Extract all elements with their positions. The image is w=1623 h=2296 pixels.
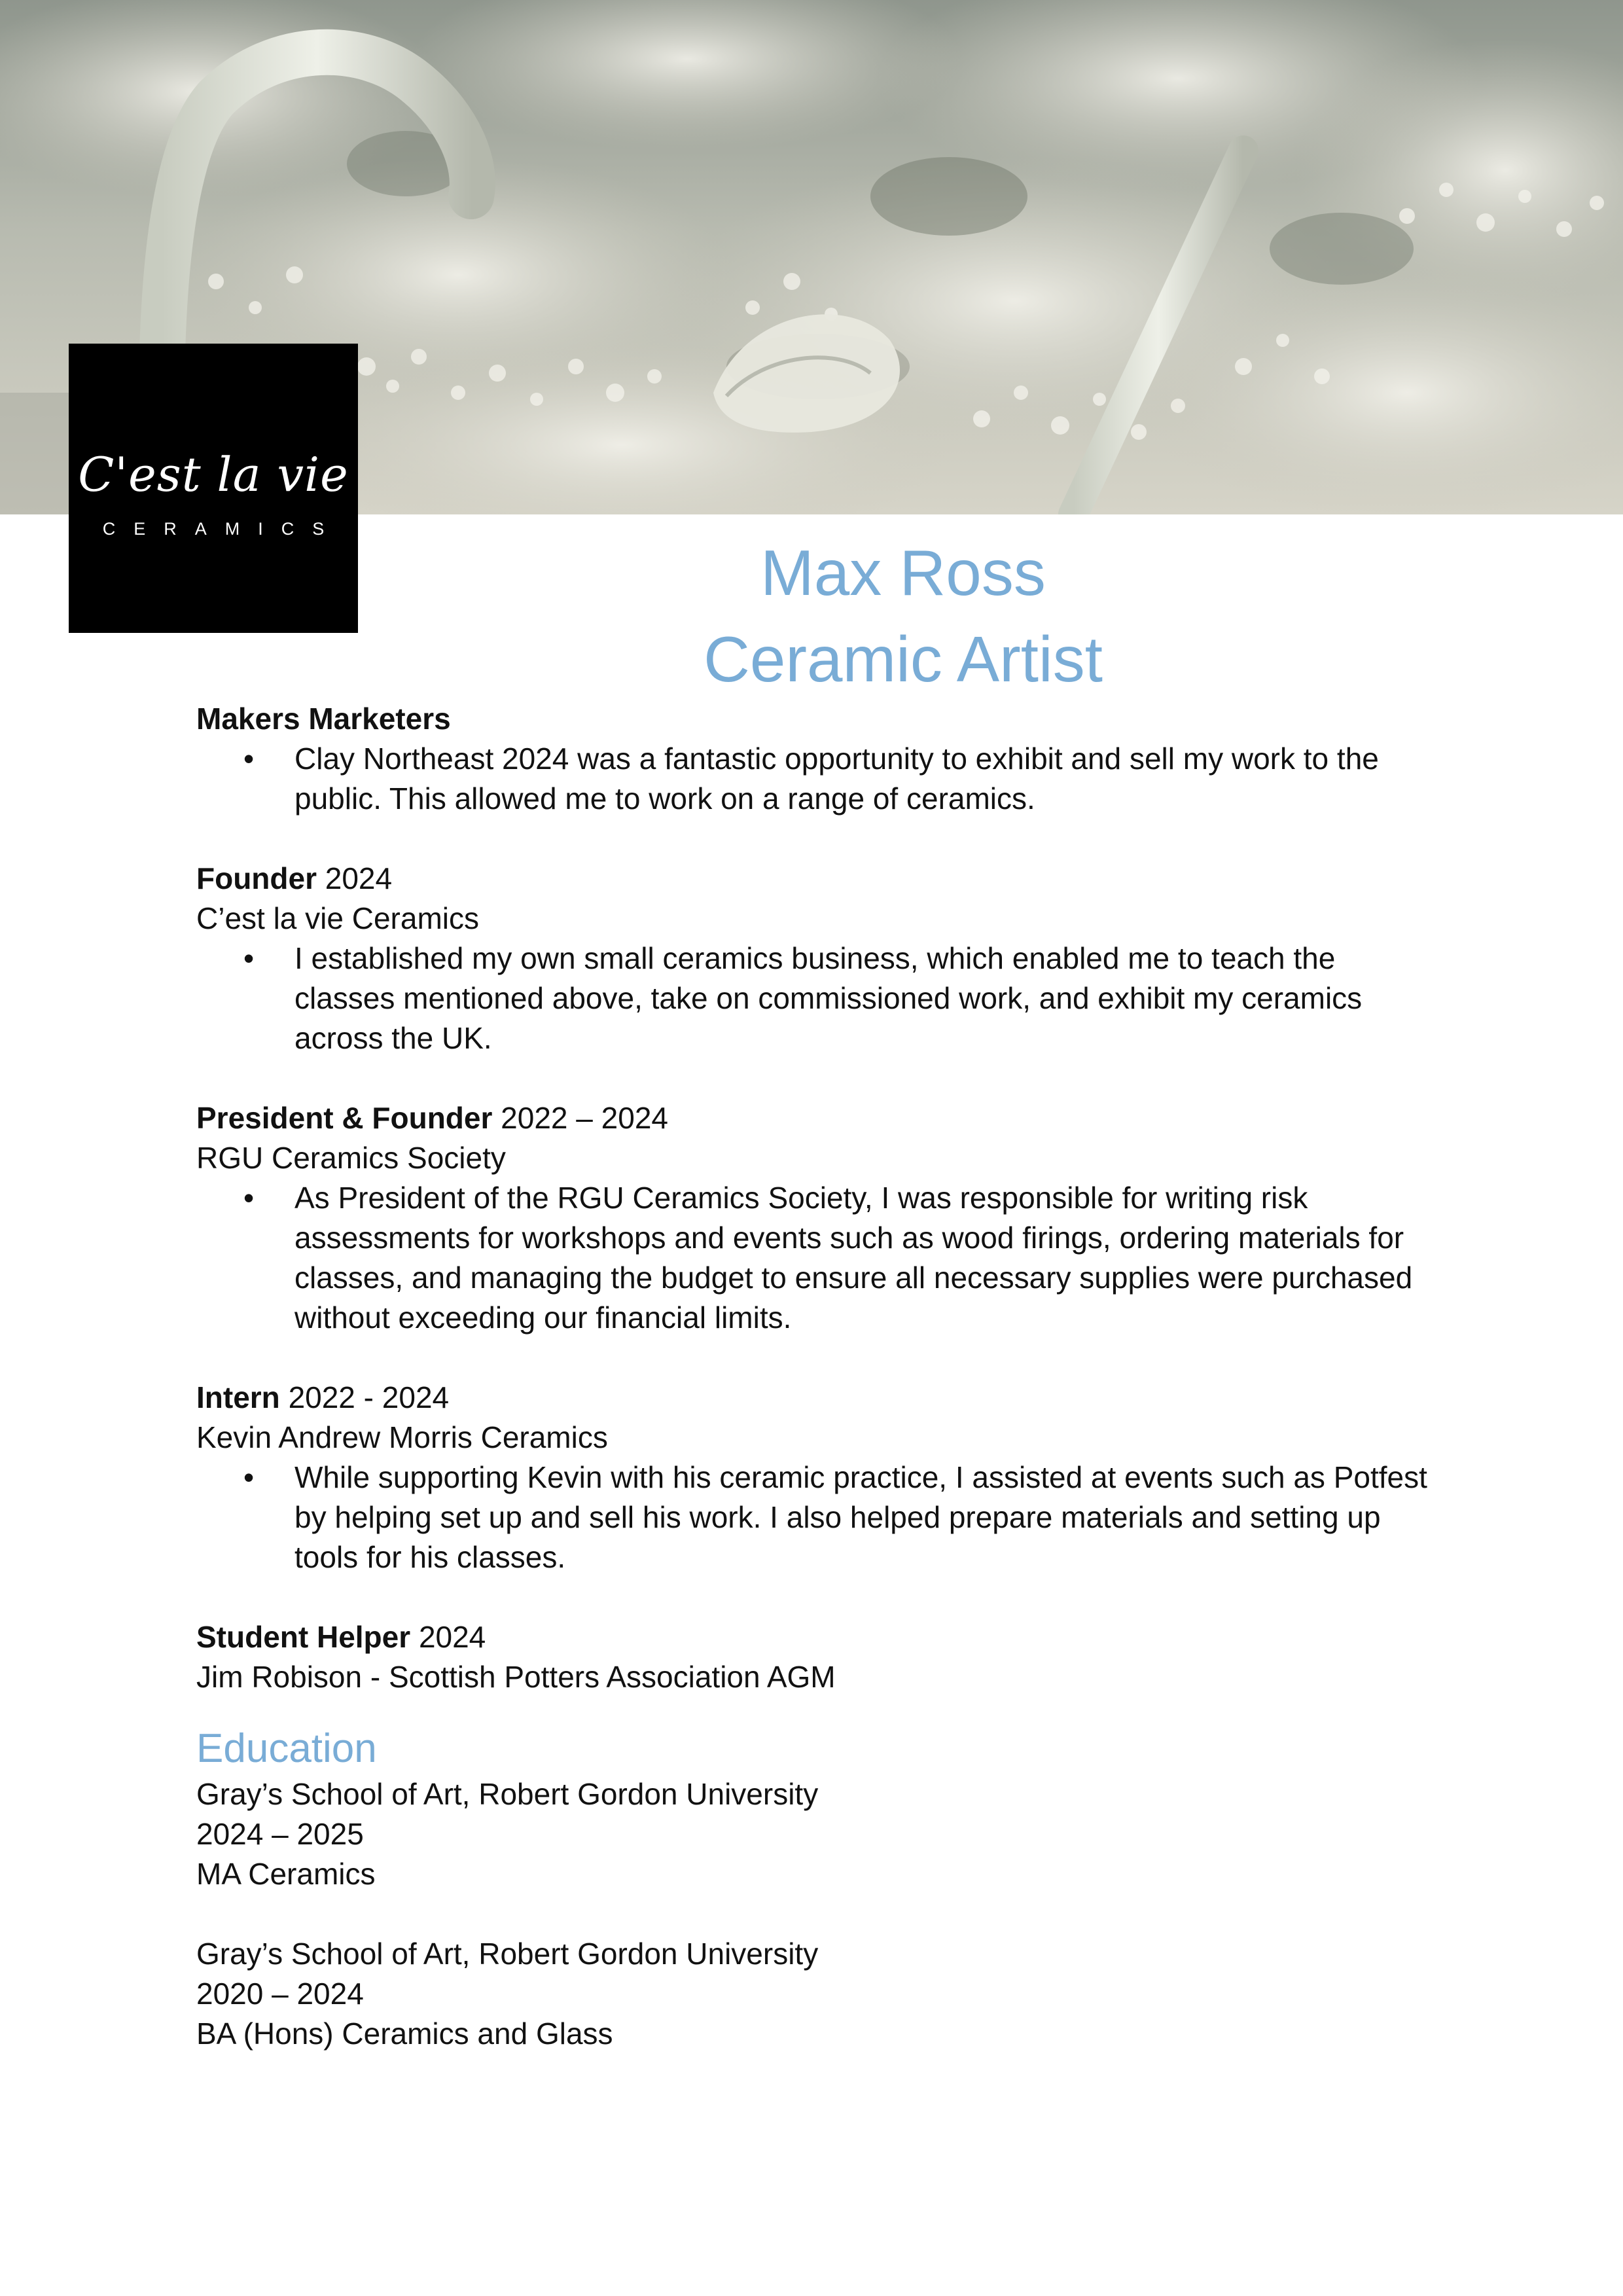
entry-years: 2024 xyxy=(418,1620,486,1654)
education-years: 2024 – 2025 xyxy=(196,1817,364,1851)
bullet-icon xyxy=(196,1178,294,1338)
bullet-text: While supporting Kevin with his ceramic practice, I assisted at events such as Potfest by helping set up and sell his work. I also helped prepare materials and setting up tools for his classes. xyxy=(294,1460,1427,1574)
education-years: 2020 – 2024 xyxy=(196,1977,364,2011)
entry-bullet xyxy=(196,939,1440,1058)
bullet-text: Clay Northeast 2024 was a fantastic opportunity to exhibit and sell my work to the public. This allowed me to work on a range of ceramics. xyxy=(294,742,1379,816)
entry-bullet xyxy=(196,739,1440,819)
bullet-icon xyxy=(196,939,294,1058)
entry-bullet xyxy=(196,1458,1440,1577)
entry-title: Founder xyxy=(196,861,317,895)
bullet-text: I established my own small ceramics business, which enabled me to teach the classes mentioned above, take on commissioned work, and exhibit my ceramics across the UK. xyxy=(294,941,1363,1055)
entry-title: Student Helper xyxy=(196,1620,411,1654)
entry-title: Makers Marketers xyxy=(196,702,451,736)
education-heading: Education xyxy=(196,1726,377,1771)
entry-organisation: C’est la vie Ceramics xyxy=(196,901,479,935)
person-role: Ceramic Artist xyxy=(704,623,1103,695)
experience-entry xyxy=(196,1617,1440,1697)
education-school: Gray’s School of Art, Robert Gordon University xyxy=(196,1777,819,1811)
experience-entry xyxy=(196,859,1440,1058)
entry-years: 2024 xyxy=(325,861,393,895)
education-school: Gray’s School of Art, Robert Gordon University xyxy=(196,1937,819,1971)
experience-entry xyxy=(196,1098,1440,1338)
education-degree: MA Ceramics xyxy=(196,1857,376,1891)
education-entry xyxy=(196,1934,1440,2054)
entry-organisation: Kevin Andrew Morris Ceramics xyxy=(196,1420,608,1454)
education-entry xyxy=(196,1774,1440,1894)
logo-subtitle: CERAMICS xyxy=(102,518,343,539)
entry-title: President & Founder xyxy=(196,1101,493,1135)
bullet-icon xyxy=(196,739,294,819)
entry-years: 2022 – 2024 xyxy=(501,1101,668,1135)
brand-logo xyxy=(69,344,358,633)
entry-bullet xyxy=(196,1178,1440,1338)
bullet-icon xyxy=(196,1458,294,1577)
entry-organisation: Jim Robison - Scottish Potters Association AGM xyxy=(196,1660,836,1694)
person-name: Max Ross xyxy=(760,537,1046,609)
entry-years: 2022 - 2024 xyxy=(288,1380,450,1414)
experience-entry xyxy=(196,1378,1440,1577)
bullet-text: As President of the RGU Ceramics Society, I was responsible for writing risk assessments for workshops and events such as wood firings, ordering materials for classes, and managing the budget to ensure all necessary supplies were purchased without exceeding our financial limits. xyxy=(294,1181,1413,1335)
cv-content xyxy=(196,699,1440,2054)
entry-organisation: RGU Ceramics Society xyxy=(196,1141,506,1175)
logo-script-text: C'est la vie xyxy=(78,446,349,502)
experience-entry xyxy=(196,699,1440,819)
entry-title: Intern xyxy=(196,1380,280,1414)
education-degree: BA (Hons) Ceramics and Glass xyxy=(196,2017,613,2051)
